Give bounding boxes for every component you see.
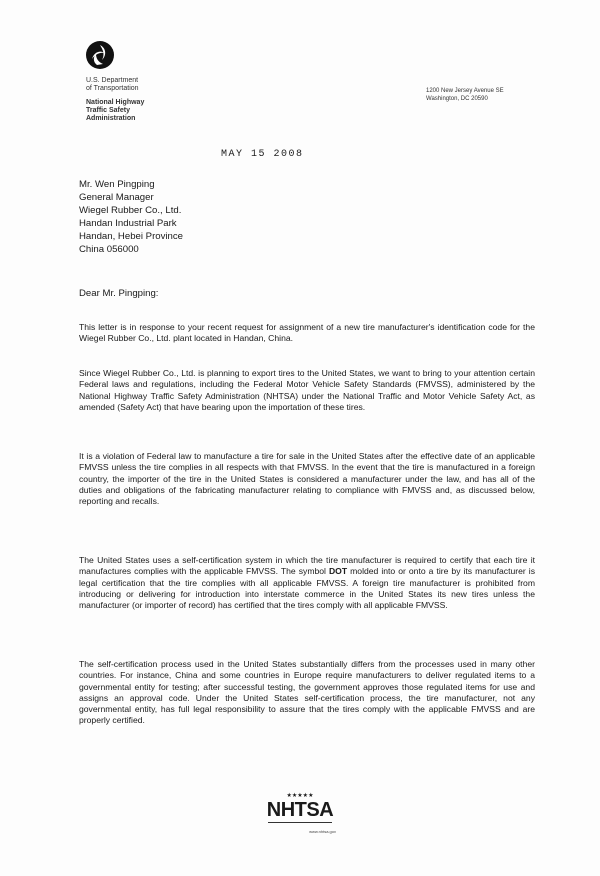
paragraph-5: The self-certification process used in the United States substantially differs from the processes used in many other countries. For instance, China and some countries in Europe require manufacturers to deliver regulated items to a governmental entity for testing; after successful testing, the government approves those regulated items for use and assigns an approval code. Under the United States self-certification process, the tire manufacturer, not any governmental entity, has full legal responsibility to assure that the tires comply with the applicable FMVSS and are properly certified. <box>79 659 535 726</box>
paragraph-4 <box>79 555 535 611</box>
paragraph-4-part-1: The United States uses a self-certification system in which the tire manufacturer is required to certify that each tire it manufactures complies with the applicable FMVSS. The symbol <box>79 555 535 577</box>
nhtsa-tagline-rule <box>268 822 332 829</box>
paragraph-2: Since Wiegel Rubber Co., Ltd. is planning to export tires to the United States, we want to bring to your attention certain Federal laws and regulations, including the Federal Motor Vehicle Safety Standards (FMVSS), administered by the National Highway Traffic Safety Administration (NHTSA) under the National Traffic and Motor Vehicle Safety Act, as amended (Safety Act) that have bearing upon the importation of these tires. <box>79 368 535 412</box>
paragraph-3: It is a violation of Federal law to manufacture a tire for sale in the United States after the effective date of an applicable FMVSS unless the tire complies in all respects with that FMVSS. In the event that the tire is manufactured in a foreign country, the importer of the tire in the United States is considered a manufacturer under the law, and has all of the duties and obligations of the fabricating manufacturer relating to compliance with FMVSS and, as discussed below, reporting and recalls. <box>79 451 535 507</box>
address-line-1: 1200 New Jersey Avenue SE <box>426 88 504 94</box>
dept-line-1: U.S. Department <box>86 77 139 84</box>
recipient-company: Wiegel Rubber Co., Ltd. <box>79 205 182 216</box>
agency-line-3: Administration <box>86 115 136 122</box>
nhtsa-footer-logo <box>262 793 338 851</box>
recipient-city: Handan, Hebei Province <box>79 231 183 242</box>
recipient-block <box>79 178 183 256</box>
paragraph-4-part-2: molded into or onto a tire by its manufacturer is legal certification that the tire complies with all applicable FMVSS. A foreign tire manufacturer is prohibited from introducing or delivering for introduction into interstate commerce in the United States its new tires unless the manufacturer (or importer of record) has certified that the tires comply with all applicable FMVSS. <box>79 566 535 611</box>
nhtsa-wordmark: NHTSA <box>266 799 334 821</box>
stars-icon: ★★★★★ <box>286 793 314 799</box>
dot-triskelion-logo-icon <box>85 40 115 70</box>
salutation: Dear Mr. Pingping: <box>79 288 159 299</box>
agency-block <box>86 77 144 123</box>
recipient-street: Handan Industrial Park <box>79 218 177 229</box>
recipient-country: China 056000 <box>79 244 139 255</box>
paragraph-1: This letter is in response to your recent request for assignment of a new tire manufacturer's identification code for the Wiegel Rubber Co., Ltd. plant located in Handan, China. <box>79 322 535 344</box>
sender-address <box>426 87 504 103</box>
nhtsa-url: www.nhtsa.gov <box>309 829 336 834</box>
recipient-name: Mr. Wen Pingping <box>79 179 155 190</box>
agency-line-1: National Highway <box>86 99 145 106</box>
date-stamp: MAY 15 2008 <box>221 149 304 160</box>
address-line-2: Washington, DC 20590 <box>426 96 488 102</box>
agency-line-2: Traffic Safety <box>86 107 130 114</box>
dept-line-2: of Transportation <box>86 85 139 92</box>
dot-symbol: DOT <box>328 566 348 577</box>
recipient-title: General Manager <box>79 192 154 203</box>
